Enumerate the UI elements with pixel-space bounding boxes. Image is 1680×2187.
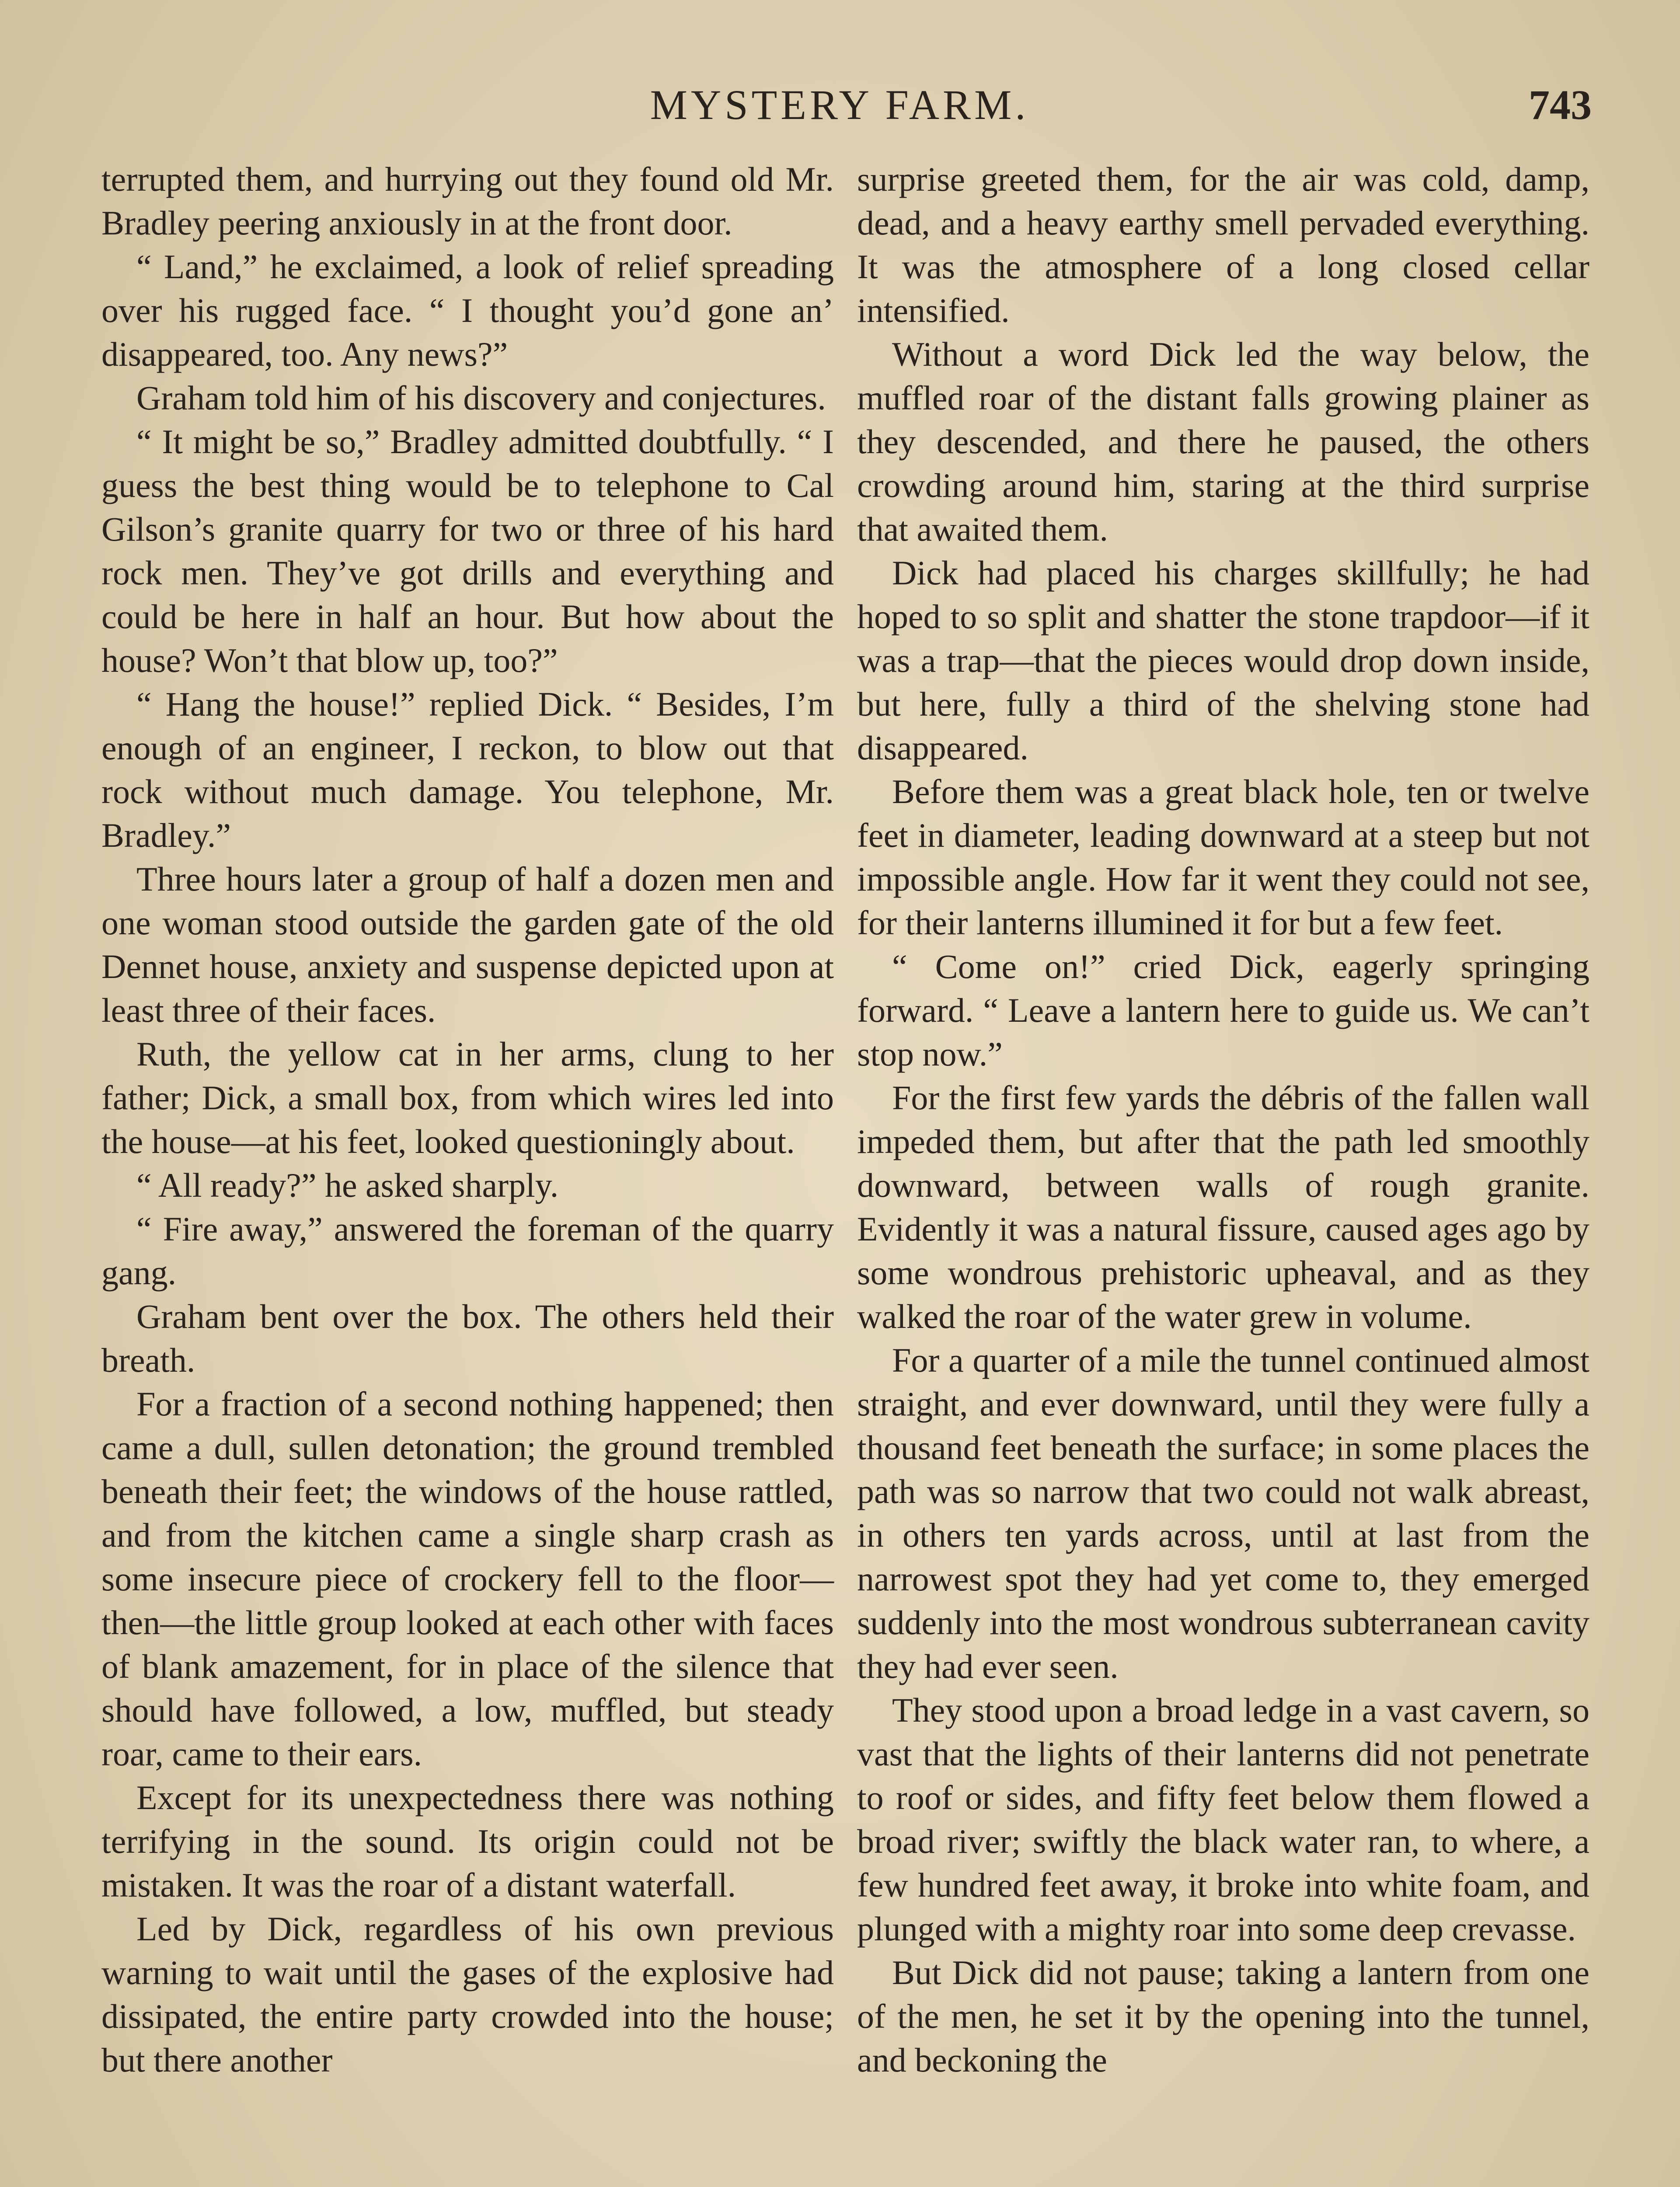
paragraph: Three hours later a group of half a dozen men and one woman stood outside the garden gate of the old Dennet house, anxiety and suspense depicted upon at least three of their faces.: [101, 860, 834, 1029]
paragraph: But Dick did not pause; taking a lantern from one of the men, he set it by the opening into the tunnel, and beckoning the: [857, 1953, 1589, 2079]
paragraph: “ Come on!” cried Dick, eagerly springing forward. “ Leave a lantern here to guide us. We can’t stop now.”: [857, 947, 1589, 1073]
paragraph: terrupted them, and hurrying out they found old Mr. Bradley peering anxiously in at the front door.: [101, 160, 834, 242]
paragraph: For a quarter of a mile the tunnel continued almost straight, and ever downward, until they were fully a thousand feet beneath the surface; in some places the path was so narrow that two could not walk abreast, in others ten yards across, until at last from the narrowest spot they had yet come to, they emerged suddenly into the most wondrous subterranean cavity they had ever seen.: [857, 1341, 1589, 1685]
paragraph: surprise greeted them, for the air was cold, damp, dead, and a heavy earthy smell pervaded everything. It was the atmosphere of a long closed cellar intensified.: [857, 160, 1589, 329]
paragraph: Without a word Dick led the way below, the muffled roar of the distant falls growing plainer as they descended, and there he paused, the others crowding around him, staring at the third surprise that awaited them.: [857, 335, 1589, 548]
paragraph: “ Hang the house!” replied Dick. “ Besides, I’m enough of an engineer, I reckon, to blow out that rock without much damage. You telephone, Mr. Bradley.”: [101, 685, 834, 854]
paragraph: Graham told him of his discovery and conjectures.: [136, 379, 826, 417]
paragraph: Graham bent over the box. The others held their breath.: [101, 1297, 834, 1379]
right-column: [857, 157, 1589, 2082]
paragraph: For the first few yards the débris of the fallen wall impeded them, but after that the path led smoothly downward, between walls of rough granite. Evidently it was a natural fissure, caused ages ago by some wondrous prehistoric upheaval, and as they walked the roar of the water grew in volume.: [857, 1079, 1589, 1335]
paragraph: They stood upon a broad ledge in a vast cavern, so vast that the lights of their lanterns did not penetrate to roof or sides, and fifty feet below them flowed a broad river; swiftly the black water ran, to where, a few hundred feet away, it broke into white foam, and plunged with a mighty roar into some deep crevasse.: [857, 1691, 1589, 1948]
paragraph: Before them was a great black hole, ten or twelve feet in diameter, leading downward at a steep but not impossible angle. How far it went they could not see, for their lanterns illumined it for but a few feet.: [857, 772, 1589, 942]
page-number: 743: [1529, 81, 1592, 128]
running-title: MYSTERY FARM.: [650, 81, 1029, 128]
paragraph: “ All ready?” he asked sharply.: [136, 1166, 559, 1204]
running-head: [87, 70, 1592, 140]
paragraph: For a fraction of a second nothing happened; then came a dull, sullen detonation; the ground trembled beneath their feet; the windows of the house rattled, and from the kitchen came a single sharp crash as some insecure piece of crockery fell to the floor—then—the little group looked at each other with faces of blank amazement, for in place of the silence that should have followed, a low, muffled, but steady roar, came to their ears.: [101, 1385, 834, 1773]
paragraph: “ Fire away,” answered the foreman of the quarry gang.: [101, 1210, 834, 1292]
paragraph: Led by Dick, regardless of his own previous warning to wait until the gases of the explosive had dissipated, the entire party crowded into the house; but there another: [101, 1910, 834, 2079]
paragraph: “ It might be so,” Bradley admitted doubtfully. “ I guess the best thing would be to telephone to Cal Gilson’s granite quarry for two or three of his hard rock men. They’ve got drills and everything and could be here in half an hour. But how about the house? Won’t that blow up, too?”: [101, 423, 834, 679]
paragraph: “ Land,” he exclaimed, a look of relief spreading over his rugged face. “ I thought you’d gone an’ disappeared, too. Any news?”: [101, 248, 834, 373]
paragraph: Dick had placed his charges skillfully; he had hoped to so split and shatter the stone trapdoor—if it was a trap—that the pieces would drop down inside, but here, fully a third of the shelving stone had disappeared.: [857, 554, 1589, 767]
paragraph: Ruth, the yellow cat in her arms, clung to her father; Dick, a small box, from which wires led into the house—at his feet, looked questioningly about.: [101, 1035, 834, 1160]
left-column: [101, 157, 834, 2082]
paragraph: Except for its unexpectedness there was nothing terrifying in the sound. Its origin could not be mistaken. It was the roar of a distant waterfall.: [101, 1778, 834, 1904]
